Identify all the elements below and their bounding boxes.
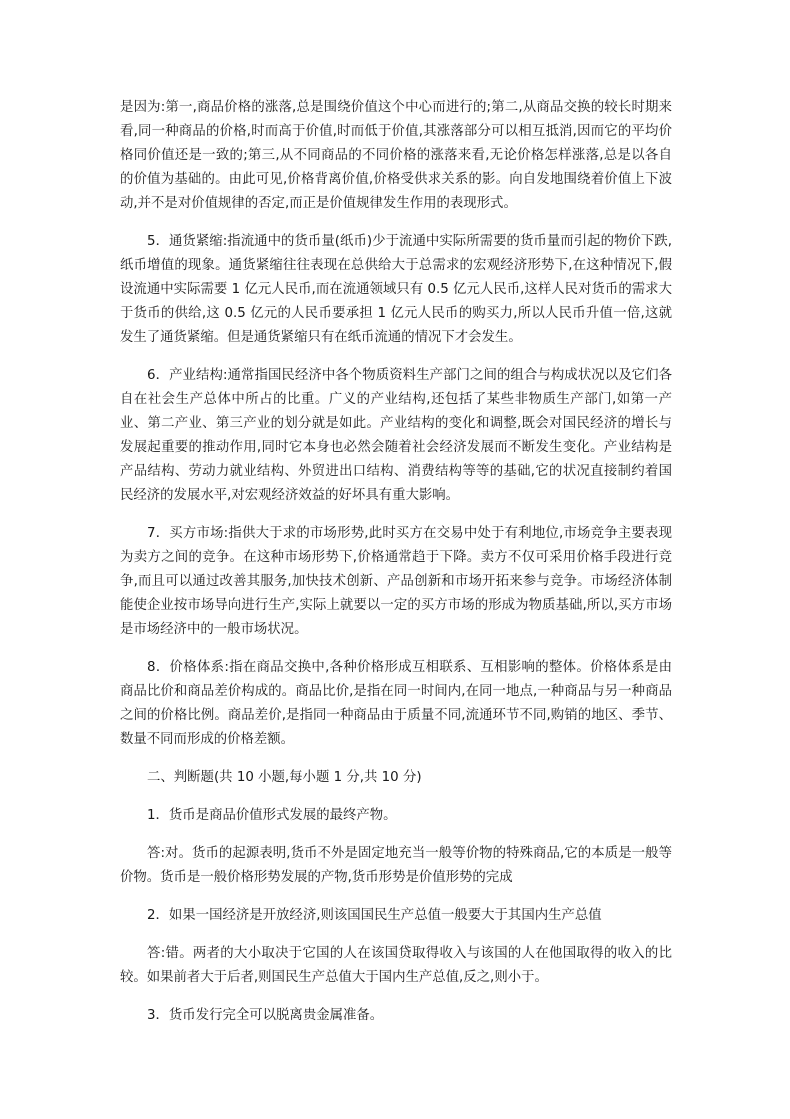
question-1: 1．货币是商品价值形式发展的最终产物。 xyxy=(147,808,397,823)
document-body xyxy=(120,96,672,1042)
question-2: 2．如果一国经济是开放经济,则该国国民生产总值一般要大于其国内生产总值 xyxy=(147,908,602,923)
paragraph-deflation: 5．通货紧缩:指流通中的货币量(纸币)少于流通中实际所需要的货币量而引起的物价下跌,纸币增值的现象。通货紧缩往往表现在总供给大于总需求的宏观经济形势下,在这种情况下,假设流通中实际需要 1 亿元人民币,而在流通领域只有 0.5 亿元人民币,这样人民对货币的需求大于货币的供给,这 0.5 亿元的人民币要承担 1 亿元人民币的购买力,所以人民币升值一倍,这就发生了通货紧缩。但是通货紧缩只有在纸币流通的情况下才会发生。 xyxy=(120,234,672,345)
section-heading-true-false: 二、判断题(共 10 小题,每小题 1 分,共 10 分) xyxy=(147,770,422,785)
paragraph-price-value-continued: 是因为:第一,商品价格的涨落,总是围绕价值这个中心而进行的;第二,从商品交换的较长时期来看,同一种商品的价格,时而高于价值,时而低于价值,其涨落部分可以相互抵消,因而它的平均价格同价值还是一致的;第三,从不同商品的不同价格的涨落来看,无论价格怎样涨落,总是以各自的价值为基础的。由此可见,价格背离价值,价格受供求关系的影。向自发地围绕着价值上下波动,并不是对价值规律的否定,而正是价值规律发生作用的表现形式。 xyxy=(120,100,672,211)
question-3: 3．货币发行完全可以脱离贵金属准备。 xyxy=(147,1008,384,1023)
paragraph-price-system: 8．价格体系:指在商品交换中,各种价格形成互相联系、互相影响的整体。价格体系是由商品比价和商品差价构成的。商品比价,是指在同一时间内,在同一地点,一种商品与另一种商品之间的价格比例。商品差价,是指同一种商品由于质量不同,流通环节不同,购销的地区、季节、数量不同而形成的价格差额。 xyxy=(120,660,672,747)
paragraph-industrial-structure: 6．产业结构:通常指国民经济中各个物质资料生产部门之间的组合与构成状况以及它们各自在社会生产总体中所占的比重。广义的产业结构,还包括了某些非物质生产部门,如第一产业、第二产业、第三产业的划分就是如此。产业结构的变化和调整,既会对国民经济的增长与发展起重要的推动作用,同时它本身也必然会随着社会经济发展而不断发生变化。产业结构是产品结构、劳动力就业结构、外贸进出口结构、消费结构等等的基础,它的状况直接制约着国民经济的发展水平,对宏观经济效益的好坏具有重大影响。 xyxy=(120,368,672,503)
answer-2: 答:错。两者的大小取决于它国的人在该国贷取得收入与该国的人在他国取得的收入的比较。如果前者大于后者,则国民生产总值大于国内生产总值,反之,则小于。 xyxy=(120,946,672,985)
paragraph-buyers-market: 7．买方市场:指供大于求的市场形势,此时买方在交易中处于有利地位,市场竞争主要表现为卖方之间的竞争。在这种市场形势下,价格通常趋于下降。卖方不仅可采用价格手段进行竞争,而且可以通过改善其服务,加快技术创新、产品创新和市场开拓来参与竞争。市场经济体制能使企业按市场导向进行生产,实际上就要以一定的买方市场的形成为物质基础,所以,买方市场是市场经济中的一般市场状况。 xyxy=(120,526,672,637)
answer-1: 答:对。货币的起源表明,货币不外是固定地充当一般等价物的特殊商品,它的本质是一般等价物。货币是一般价格形势发展的产物,货币形势是价值形势的完成 xyxy=(120,846,672,885)
